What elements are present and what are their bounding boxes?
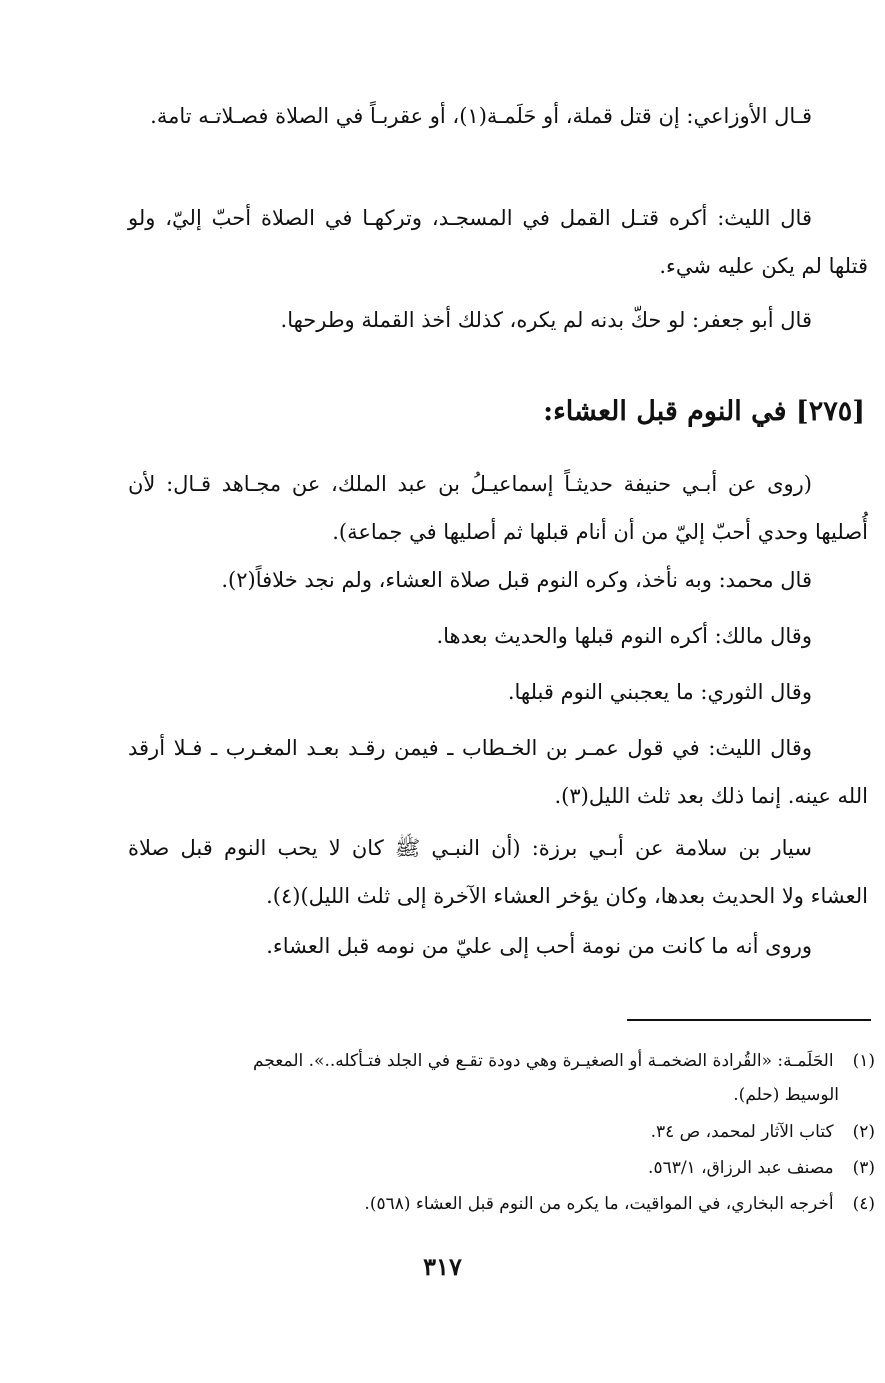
paragraph-sayyar: سيار بن سلامة عن أبـي برزة: (أن النبـي ﷺ كان لا يحب النوم قبل صلاة العشاء ولا الحديث بعدها، وكان يؤخر العشاء الآخرة إلى ثلث الليل)(٤). [128,836,868,908]
paragraph-thawri: وقال الثوري: ما يعجبني النوم قبلها. [507,680,812,704]
footnote-3 [125,1153,875,1183]
footnote-text: مصنف عبد الرزاق، ٥٦٣/١. [648,1158,834,1178]
footnote-2 [125,1117,875,1147]
footnote-divider [627,1019,871,1021]
paragraph-ali: وروى أنه ما كانت من نومة أحب إلى عليّ من نومه قبل العشاء. [266,934,812,958]
paragraph-abu-hanifa: (روى عن أبـي حنيفة حديثـاً إسماعيـلُ بن عبد الملك، عن مجـاهد قـال: لأن أُصليها وحدي أحبّ إليّ من أن أنام قبلها ثم أصليها في جماعة). [128,472,868,544]
footnote-4 [125,1189,875,1219]
footnote-text: الحَلَمـة: «القُرادة الضخمـة أو الصغيـرة وهي دودة تقـع في الجلد فتـأكله..». المعجم [253,1051,834,1071]
paragraph-malik: وقال مالك: أكره النوم قبلها والحديث بعدها. [436,624,812,648]
section-number: [٢٧٥] [795,396,865,427]
footnote-number: (٤) [852,1194,875,1214]
footnote-text: أخرجه البخاري، في المواقيت، ما يكره من النوم قبل العشاء (٥٦٨). [364,1194,834,1214]
footnote-1-continuation: الوسيط (حلم). [733,1085,839,1105]
paragraph-layth-umar: وقال الليث: في قول عمـر بن الخـطاب ـ فيمن رقـد بعـد المغـرب ـ فـلا أرقد الله عينه. إنما ذلك بعد ثلث الليل(٣). [128,736,868,808]
section-heading [125,390,865,434]
footnote-1 [125,1046,875,1076]
paragraph-awzai: قـال الأوزاعي: إن قتل قملة، أو حَلَمـة(١)، أو عقربـاً في الصلاة فصـلاتـه تامة. [150,104,812,128]
page-number: ٣١٧ [423,1252,462,1281]
paragraph-muhammad: قال محمد: وبه نأخذ، وكره النوم قبل صلاة العشاء، ولم نجد خلافاً(٢). [221,568,812,592]
paragraph-abu-jafar: قال أبو جعفر: لو حكّ بدنه لم يكره، كذلك أخذ القملة وطرحها. [280,308,812,332]
footnote-number: (١) [852,1051,875,1071]
section-title: في النوم قبل العشاء: [543,396,787,427]
paragraph-layth: قال الليث: أكره قتـل القمل في المسجـد، وتركهـا في الصلاة أحبّ إليّ، ولو قتلها لم يكن عليه شيء. [128,206,868,278]
footnote-number: (٣) [852,1158,875,1178]
footnote-text: كتاب الآثار لمحمد، ص ٣٤. [650,1122,834,1142]
footnote-number: (٢) [852,1122,875,1142]
